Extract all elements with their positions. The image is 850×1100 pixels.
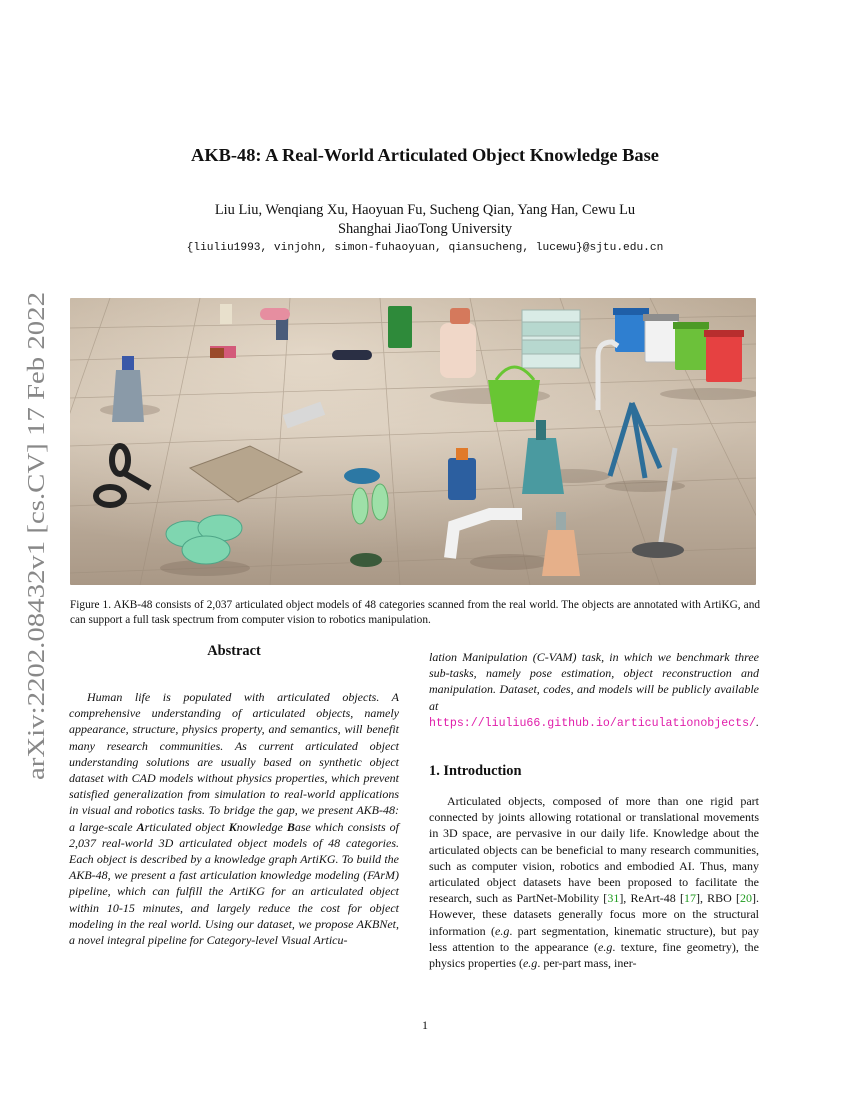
abstract-continued xyxy=(429,649,759,732)
intro-span: . part segmentation, kinematic structure), but pay less attention to the appearance ( xyxy=(429,923,759,954)
intro-italic: e.g xyxy=(598,939,613,954)
author-emails: {liuliu1993, vinjohn, simon-fuhaoyuan, qiansucheng, lucewu}@sjtu.edu.cn xyxy=(186,242,664,254)
abstract-span: Human life is populated with articulated objects. A comprehensive understanding of articulated objects, namely appearance, structure, physics property, and semantics, will benefit many research communities. As current articulated object understanding solutions are usually based on synthetic object dataset with CAD models without physics properties, which prevent satisfied generalization from simulation to real-world applications in visual and robotics tasks. To bridge the gap, we present AKB-48: a large-scale xyxy=(69,690,399,834)
abstract-acronym-letter: A xyxy=(136,819,145,834)
citation-link[interactable]: 20 xyxy=(740,891,752,906)
figure-caption: Figure 1. AKB-48 consists of 2,037 articulated object models of 48 categories scanned from the real world. The objects are annotated with ArtiKG, and can support a full task spectrum from computer vision to robotics manipulation. xyxy=(70,599,760,627)
intro-span: Articulated objects, composed of more than one rigid part connected by joints allowing rotational or translational movements in 3D space, are pervasive in our daily life. Knowledge about the articulated objects can be beneficial to many research communities, such as computer vision, robotics and embodied AI. Thus, many articulated object datasets have been proposed to facilitate the research, such as PartNet-Mobility [ xyxy=(429,794,759,906)
intro-span: ], RBO [ xyxy=(695,891,740,906)
introduction-text xyxy=(429,793,759,971)
abstract-text xyxy=(69,689,399,948)
abstract-acronym-letter: K xyxy=(228,819,237,834)
project-url-link[interactable]: https://liuliu66.github.io/articulationobjects/ xyxy=(429,716,756,730)
arxiv-stamp-text: arXiv:2202.08432v1 [cs.CV] 17 Feb 2022 xyxy=(23,364,50,780)
author-list: Liu Liu, Wenqiang Xu, Haoyuan Fu, Sucheng Qian, Yang Han, Cewu Lu xyxy=(214,202,636,218)
figure-1-image xyxy=(70,298,756,585)
affiliation: Shanghai JiaoTong University xyxy=(337,221,513,237)
abstract-acronym-letter: B xyxy=(286,819,295,834)
intro-span: ]. However, these datasets generally focus more on the structural information ( xyxy=(429,891,759,938)
intro-italic: e.g xyxy=(495,923,510,938)
abstract-span: nowledge xyxy=(236,819,287,834)
arxiv-stamp xyxy=(10,290,70,780)
intro-italic: e.g xyxy=(522,956,538,971)
abstract-heading: Abstract xyxy=(207,643,261,659)
intro-span: ], ReArt-48 [ xyxy=(619,891,684,906)
intro-span: . per-part mass, iner- xyxy=(537,956,637,971)
citation-link[interactable]: 31 xyxy=(607,891,620,906)
abstract-span: ase which consists of 2,037 real-world 3D articulated object models of 48 categories. Each object is described by a knowledge graph ArtiKG. To build the AKB-48, we present a fast articulation knowledge modeling (FArM) pipeline, which can fulfill the ArtiKG for an articulated object within 10-15 minutes, and largely reduce the cost for object modeling in the real world. Using our dataset, we propose AKBNet, a novel integral pipeline for Category-level Visual Articu- xyxy=(69,819,399,948)
introduction-heading: 1. Introduction xyxy=(429,763,522,779)
abstract-span: . xyxy=(756,714,759,729)
page-number: 1 xyxy=(422,1018,428,1032)
intro-span: . texture, fine geometry), the physics properties ( xyxy=(429,939,760,971)
citation-link[interactable]: 17 xyxy=(683,891,696,906)
object-scene-illustration xyxy=(70,298,756,585)
abstract-span: rticulated object xyxy=(144,819,229,834)
paper-title: AKB-48: A Real-World Articulated Object Knowledge Base xyxy=(191,145,659,165)
abstract-span: lation Manipulation (C-VAM) task, in which we benchmark three sub-tasks, namely pose estimation, object reconstruction and manipulation. Dataset, codes, and models will be publicly available at xyxy=(429,650,759,713)
